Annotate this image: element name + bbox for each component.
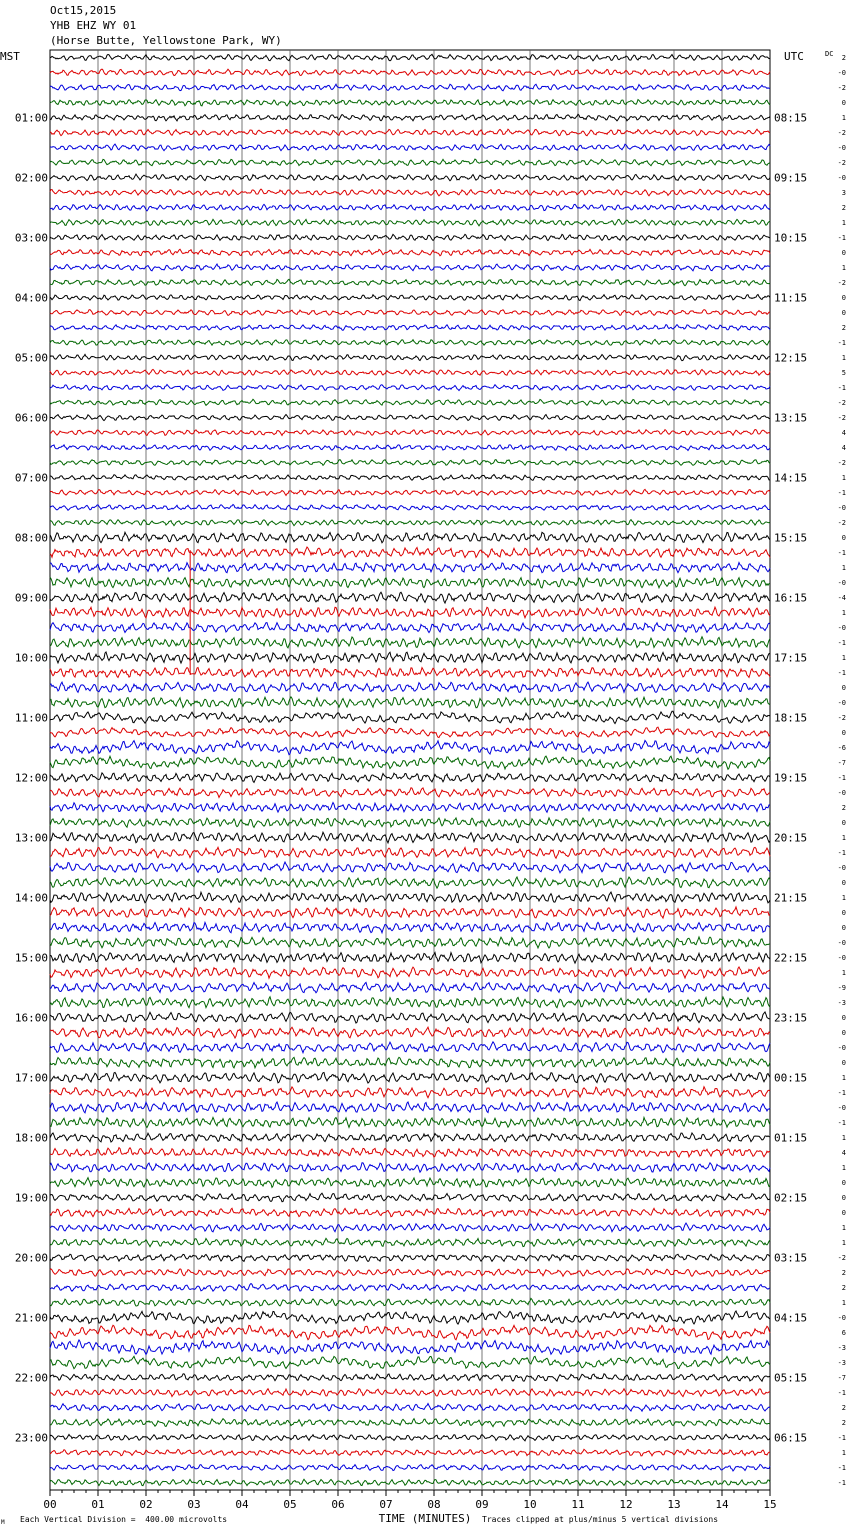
dc-offset-label: -1 [837, 639, 846, 647]
trace-row [50, 1238, 770, 1246]
dc-offset-label: 1 [841, 834, 846, 842]
dc-offset-label: 2 [841, 324, 846, 332]
utc-hour-label: 19:15 [774, 771, 808, 785]
trace-row [50, 1356, 770, 1368]
dc-offset-label: 1 [841, 969, 846, 977]
trace-row [50, 1178, 770, 1188]
mst-hour-label: 22:00 [14, 1371, 48, 1385]
x-axis-title: TIME (MINUTES) [378, 1512, 472, 1525]
trace-row [50, 1012, 770, 1023]
dc-offset-label: 5 [841, 369, 846, 377]
trace-row [50, 1298, 770, 1306]
dc-offset-label: -1 [837, 1479, 846, 1487]
dc-offset-label: -7 [837, 1374, 846, 1382]
utc-hour-label: 00:15 [774, 1071, 808, 1085]
trace-row [50, 445, 770, 451]
dc-offset-label: -2 [837, 1254, 846, 1262]
trace-row [50, 1057, 770, 1068]
utc-label: UTC [784, 50, 804, 63]
trace-row [50, 279, 770, 285]
dc-offset-label: -2 [837, 159, 846, 167]
trace-row [50, 189, 770, 196]
trace-row [50, 637, 770, 648]
trace-row [50, 607, 770, 618]
trace-row [50, 339, 770, 345]
header-station: YHB EHZ WY 01 [50, 19, 137, 32]
dc-offset-label: -3 [837, 1359, 846, 1367]
trace-row [50, 84, 770, 91]
trace-row [50, 384, 770, 390]
dc-offset-label: -3 [837, 999, 846, 1007]
dc-offset-label: 1 [841, 1239, 846, 1247]
trace-row [50, 219, 770, 226]
vertical-division-note: Each Vertical Division = 400.00 microvolts [20, 1515, 228, 1524]
mst-hour-label: 01:00 [14, 111, 48, 125]
trace-row [50, 520, 770, 526]
trace-row [50, 563, 770, 573]
dc-offset-label: 0 [841, 819, 846, 827]
x-tick-label: 13 [667, 1498, 681, 1511]
dc-offset-label: -6 [837, 744, 846, 752]
dc-offset-label: -0 [837, 864, 846, 872]
mst-hour-label: 03:00 [14, 231, 48, 245]
dc-offset-label: -4 [837, 594, 846, 602]
utc-hour-label: 23:15 [774, 1011, 808, 1025]
trace-row [50, 711, 770, 723]
dc-offset-label: -2 [837, 414, 846, 422]
mst-hour-label: 05:00 [14, 351, 48, 365]
dc-offset-label: 1 [841, 1449, 846, 1457]
trace-row [50, 294, 770, 300]
trace-row [50, 907, 770, 918]
trace-row [50, 1374, 770, 1381]
dc-offset-label: 0 [841, 684, 846, 692]
x-tick-label: 06 [331, 1498, 345, 1511]
dc-offset-label: 0 [841, 879, 846, 887]
dc-offset-label: 1 [841, 114, 846, 122]
trace-row [50, 475, 770, 481]
header-date: Oct15,2015 [50, 4, 117, 17]
dc-offset-label: -2 [837, 84, 846, 92]
trace-row [50, 547, 770, 558]
dc-offset-label: -0 [837, 1104, 846, 1112]
utc-hour-label: 18:15 [774, 711, 808, 725]
dc-offset-label: 0 [841, 249, 846, 257]
dc-offset-label: 2 [841, 1404, 846, 1412]
trace-row [50, 788, 770, 798]
utc-hour-label: 09:15 [774, 171, 808, 185]
trace-row [50, 1479, 770, 1485]
trace-row [50, 1389, 770, 1397]
trace-row [50, 532, 770, 542]
dc-offset-label: -0 [837, 699, 846, 707]
utc-hour-label: 06:15 [774, 1431, 808, 1445]
trace-row [50, 1102, 770, 1113]
trace-row [50, 69, 770, 75]
trace-row [50, 399, 770, 405]
dc-offset-label: 2 [841, 1269, 846, 1277]
dc-offset-label: -1 [837, 384, 846, 392]
trace-row [50, 756, 770, 769]
trace-row [50, 1311, 770, 1324]
trace-row [50, 430, 770, 436]
utc-hour-label: 10:15 [774, 231, 808, 245]
dc-offset-label: -1 [837, 774, 846, 782]
trace-row [50, 460, 770, 466]
dc-offset-label: 0 [841, 99, 846, 107]
trace-row [50, 1042, 770, 1053]
utc-hour-label: 12:15 [774, 351, 808, 365]
header-location: (Horse Butte, Yellowstone Park, WY) [50, 34, 282, 47]
trace-row [50, 1027, 770, 1038]
trace-row [50, 1269, 770, 1276]
dc-offset-label: 1 [841, 1299, 846, 1307]
dc-offset-label: -1 [837, 1089, 846, 1097]
dc-offset-label: -1 [837, 1119, 846, 1127]
dc-offset-label: 4 [841, 1149, 846, 1157]
trace-row [50, 1449, 770, 1456]
mst-hour-label: 15:00 [14, 951, 48, 965]
trace-row [50, 668, 770, 678]
trace-row [50, 159, 770, 166]
dc-offset-label: 1 [841, 1134, 846, 1142]
x-tick-label: 15 [763, 1498, 777, 1511]
utc-hour-label: 17:15 [774, 651, 808, 665]
trace-row [50, 1133, 770, 1142]
dc-offset-label: 6 [841, 1329, 846, 1337]
dc-offset-label: 1 [841, 264, 846, 272]
dc-label: DC [825, 50, 834, 58]
trace-row [50, 682, 770, 692]
dc-offset-label: 4 [841, 444, 846, 452]
x-tick-label: 07 [379, 1498, 393, 1511]
trace-row [50, 1117, 770, 1127]
dc-offset-label: 0 [841, 1194, 846, 1202]
utc-hour-label: 13:15 [774, 411, 808, 425]
dc-offset-label: 2 [841, 804, 846, 812]
utc-hour-label: 22:15 [774, 951, 808, 965]
dc-offset-label: 0 [841, 294, 846, 302]
utc-hour-label: 01:15 [774, 1131, 808, 1145]
dc-offset-label: 0 [841, 309, 846, 317]
mst-hour-label: 11:00 [14, 711, 48, 725]
mst-hour-label: 04:00 [14, 291, 48, 305]
utc-hour-label: 02:15 [774, 1191, 808, 1205]
dc-offset-label: -1 [837, 234, 846, 242]
mst-hour-label: 16:00 [14, 1011, 48, 1025]
mst-hour-label: 14:00 [14, 891, 48, 905]
utc-hour-label: 14:15 [774, 471, 808, 485]
dc-offset-label: -2 [837, 279, 846, 287]
dc-offset-label: 1 [841, 564, 846, 572]
x-tick-label: 00 [43, 1498, 57, 1511]
trace-row [50, 1163, 770, 1172]
dc-offset-label: -0 [837, 144, 846, 152]
dc-offset-label: 1 [841, 654, 846, 662]
x-tick-label: 11 [571, 1498, 585, 1511]
dc-offset-label: 0 [841, 1179, 846, 1187]
x-tick-label: 04 [235, 1498, 249, 1511]
trace-row [50, 1284, 770, 1292]
trace-row [50, 144, 770, 151]
x-tick-label: 01 [91, 1498, 105, 1511]
corner-mark: M [1, 1519, 5, 1526]
mst-hour-label: 20:00 [14, 1251, 48, 1265]
trace-row [50, 114, 770, 121]
dc-offset-label: 1 [841, 609, 846, 617]
x-tick-label: 10 [523, 1498, 537, 1511]
dc-offset-label: -1 [837, 849, 846, 857]
trace-row [50, 1148, 770, 1157]
x-tick-label: 02 [139, 1498, 153, 1511]
trace-row [50, 1087, 770, 1098]
dc-offset-label: 0 [841, 1029, 846, 1037]
dc-offset-label: 1 [841, 894, 846, 902]
mst-hour-label: 18:00 [14, 1131, 48, 1145]
dc-offset-label: -2 [837, 714, 846, 722]
mst-hour-label: 08:00 [14, 531, 48, 545]
trace-row [50, 1404, 770, 1412]
dc-offset-label: -0 [837, 789, 846, 797]
mst-label: MST [0, 50, 20, 63]
dc-offset-label: -0 [837, 69, 846, 77]
trace-row [50, 264, 770, 271]
dc-offset-label: -0 [837, 624, 846, 632]
utc-hour-label: 15:15 [774, 531, 808, 545]
mst-hour-label: 19:00 [14, 1191, 48, 1205]
mst-hour-label: 23:00 [14, 1431, 48, 1445]
trace-row [50, 1223, 770, 1232]
trace-row [50, 997, 770, 1008]
trace-row [50, 354, 770, 360]
trace-row [50, 697, 770, 708]
trace-row [50, 1434, 770, 1440]
trace-row [50, 415, 770, 421]
utc-hour-label: 05:15 [774, 1371, 808, 1385]
trace-row [50, 577, 770, 588]
utc-hour-label: 08:15 [774, 111, 808, 125]
dc-offset-label: -3 [837, 1344, 846, 1352]
trace-row [50, 773, 770, 783]
x-tick-label: 08 [427, 1498, 441, 1511]
dc-offset-label: -0 [837, 939, 846, 947]
utc-hour-label: 04:15 [774, 1311, 808, 1325]
dc-offset-label: -2 [837, 459, 846, 467]
dc-offset-label: -0 [837, 504, 846, 512]
dc-offset-label: 0 [841, 1209, 846, 1217]
dc-offset-label: -1 [837, 339, 846, 347]
dc-offset-label: -1 [837, 489, 846, 497]
mst-hour-label: 10:00 [14, 651, 48, 665]
dc-offset-label: -2 [837, 129, 846, 137]
dc-offset-label: 1 [841, 354, 846, 362]
dc-offset-label: -7 [837, 759, 846, 767]
trace-row [50, 100, 770, 106]
trace-row [50, 862, 770, 873]
trace-row [50, 234, 770, 240]
mst-hour-label: 13:00 [14, 831, 48, 845]
dc-offset-label: -1 [837, 669, 846, 677]
utc-hour-label: 21:15 [774, 891, 808, 905]
trace-row [50, 1325, 770, 1340]
dc-offset-label: -0 [837, 1314, 846, 1322]
trace-row [50, 727, 770, 737]
trace-row [50, 982, 770, 993]
trace-row [50, 740, 770, 754]
dc-offset-label: 0 [841, 1014, 846, 1022]
plot-frame [50, 50, 770, 1490]
trace-row [50, 369, 770, 375]
dc-offset-label: -1 [837, 1389, 846, 1397]
trace-row [50, 1419, 770, 1427]
clip-note: Traces clipped at plus/minus 5 vertical divisions [482, 1515, 719, 1524]
dc-offset-label: -2 [837, 399, 846, 407]
dc-offset-label: 3 [841, 189, 846, 197]
trace-row [50, 1193, 770, 1201]
utc-hour-label: 16:15 [774, 591, 808, 605]
trace-row [50, 847, 770, 858]
mst-hour-label: 07:00 [14, 471, 48, 485]
trace-row [50, 937, 770, 948]
trace-row [50, 54, 770, 60]
trace-row [50, 325, 770, 331]
x-tick-label: 03 [187, 1498, 201, 1511]
dc-offset-label: 0 [841, 1059, 846, 1067]
trace-row [50, 623, 770, 633]
trace-row [50, 818, 770, 828]
dc-offset-label: 0 [841, 909, 846, 917]
dc-offset-label: 4 [841, 429, 846, 437]
dc-offset-label: 1 [841, 1224, 846, 1232]
dc-offset-label: -1 [837, 549, 846, 557]
dc-offset-label: -0 [837, 954, 846, 962]
dc-offset-label: -0 [837, 174, 846, 182]
utc-hour-label: 20:15 [774, 831, 808, 845]
dc-offset-label: 1 [841, 474, 846, 482]
dc-offset-label: 0 [841, 729, 846, 737]
utc-hour-label: 03:15 [774, 1251, 808, 1265]
trace-row [50, 592, 770, 603]
trace-row [50, 892, 770, 903]
dc-offset-label: -9 [837, 984, 846, 992]
x-tick-label: 05 [283, 1498, 297, 1511]
trace-row [50, 832, 770, 843]
x-tick-label: 12 [619, 1498, 633, 1511]
dc-offset-label: 1 [841, 1074, 846, 1082]
dc-offset-label: 1 [841, 219, 846, 227]
dc-offset-label: -0 [837, 1044, 846, 1052]
dc-offset-label: -2 [837, 519, 846, 527]
trace-row [50, 1072, 770, 1083]
x-tick-label: 14 [715, 1498, 729, 1511]
dc-offset-label: 2 [841, 1419, 846, 1427]
trace-row [50, 505, 770, 511]
trace-row [50, 129, 770, 136]
dc-offset-label: 2 [841, 1284, 846, 1292]
trace-row [50, 922, 770, 932]
trace-row [50, 1254, 770, 1261]
trace-row [50, 877, 770, 888]
trace-row [50, 803, 770, 813]
mst-hour-label: 17:00 [14, 1071, 48, 1085]
x-tick-label: 09 [475, 1498, 489, 1511]
trace-row [50, 204, 770, 211]
dc-offset-label: 0 [841, 534, 846, 542]
trace-row [50, 489, 770, 495]
mst-hour-label: 12:00 [14, 771, 48, 785]
dc-offset-label: -1 [837, 1434, 846, 1442]
trace-row [50, 1464, 770, 1471]
mst-hour-label: 06:00 [14, 411, 48, 425]
utc-hour-label: 11:15 [774, 291, 808, 305]
trace-row [50, 953, 770, 964]
mst-hour-label: 21:00 [14, 1311, 48, 1325]
dc-offset-label: 2 [841, 54, 846, 62]
trace-row [50, 1208, 770, 1216]
trace-row [50, 249, 770, 255]
trace-row [50, 174, 770, 181]
dc-offset-label: -0 [837, 579, 846, 587]
dc-offset-label: 2 [841, 204, 846, 212]
dc-offset-label: -1 [837, 1464, 846, 1472]
mst-hour-label: 09:00 [14, 591, 48, 605]
trace-row [50, 310, 770, 316]
dc-offset-label: 1 [841, 1164, 846, 1172]
dc-offset-label: 0 [841, 924, 846, 932]
trace-row [50, 652, 770, 663]
trace-row [50, 1340, 770, 1355]
mst-hour-label: 02:00 [14, 171, 48, 185]
trace-row [50, 967, 770, 978]
